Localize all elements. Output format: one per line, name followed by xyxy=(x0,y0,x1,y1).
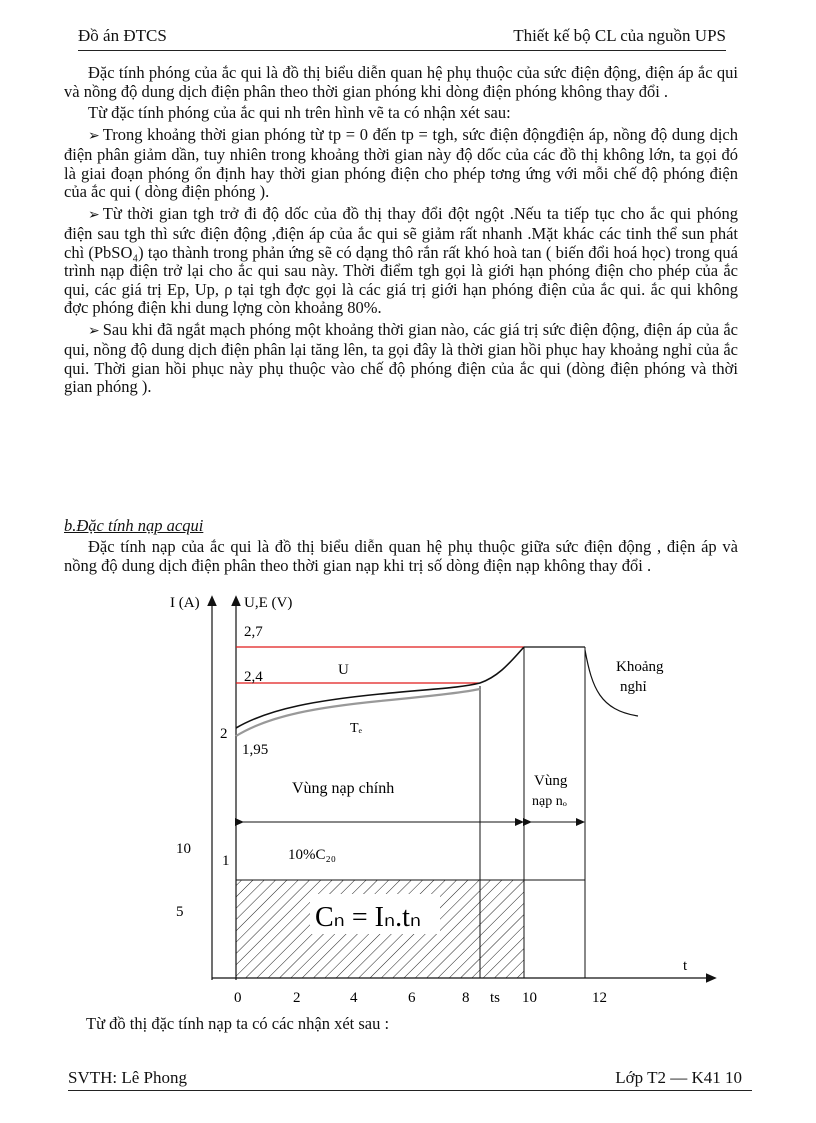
x-tick: ts xyxy=(490,990,501,1006)
y-tick-voltage: 2,7 xyxy=(244,624,263,640)
header-right: Thiết kế bộ CL của nguồn UPS xyxy=(513,26,726,45)
x-tick: 10 xyxy=(522,990,537,1006)
x-tick: 4 xyxy=(350,990,358,1006)
page-header xyxy=(78,24,726,51)
x-tick: 0 xyxy=(234,990,242,1006)
region-label-rest-1: Khoảng xyxy=(616,659,664,675)
paragraph-3 xyxy=(64,126,738,202)
y-tick-voltage: 1,95 xyxy=(242,742,269,758)
discharge-text xyxy=(64,64,738,400)
x-tick: 6 xyxy=(408,990,416,1006)
region-label-secondary-2: nạp nₒ xyxy=(532,794,567,809)
paragraph-2: Từ đặc tính phóng của ắc qui nh trên hình vẽ ta có nhận xét sau: xyxy=(88,103,511,122)
section-b-text-block xyxy=(64,538,738,578)
ylabel-left: I (A) xyxy=(170,595,200,611)
page-footer xyxy=(68,1066,752,1091)
current-label: 10%C₂₀ xyxy=(288,847,336,863)
x-tick: 8 xyxy=(462,990,470,1006)
x-tick: 12 xyxy=(592,990,607,1006)
after-chart-text: Từ đồ thị đặc tính nạp ta có các nhận xét sau : xyxy=(86,1014,390,1033)
curve-label-Te: Tₑ xyxy=(350,721,363,736)
paragraph-3-text: Trong khoảng thời gian phóng từ tp = 0 đến tp = tgh, sức điện độngđiện áp, nồng độ dung dịch điện phân giảm dần, tuy nhiên trong khoảng thời gian này độ dốc của các đồ thị không lớn, ta gọi đó là giai đoạn phóng ổn định hay thời gian phóng điện cho phép tơng ứng với mỗi chế độ phóng điện của ắc qui ( dòng điện phóng ). xyxy=(64,124,738,201)
y-tick-voltage: 2,4 xyxy=(244,669,263,685)
paragraph-4 xyxy=(64,205,738,318)
header-left: Đồ án ĐTCS xyxy=(78,26,167,45)
footer-left: SVTH: Lê Phong xyxy=(68,1068,187,1087)
region-label-rest-2: nghỉ xyxy=(620,679,647,695)
ylabel-right: U,E (V) xyxy=(244,595,293,611)
series-U-curve xyxy=(236,647,524,728)
paragraph-1: Đặc tính phóng của ắc qui là đồ thị biểu diễn quan hệ phụ thuộc của sức điện động, điện áp ắc qui và nồng độ dung dịch điện phân theo thời gian phóng khi dòng điện phóng không thay đổi . xyxy=(64,63,738,101)
section-b-text: Đặc tính nạp của ắc qui là đồ thị biểu diễn quan hệ phụ thuộc giữa sức điện động , điện áp và nồng độ dung dịch điện phân theo thời gian nạp khi trị số dòng điện nạp không thay đổi . xyxy=(64,537,738,575)
y-tick-current: 10 xyxy=(176,841,191,857)
capacity-formula: Cₙ = Iₙ.tₙ xyxy=(315,902,422,933)
paragraph-4-text: Từ thời gian tgh trở đi độ dốc của đồ thị thay đổi đột ngột .Nếu ta tiếp tục cho ắc qui phóng điện sau tgh thì sức điện động ,điện áp của ắc qui sẽ giảm rất nhanh .Mặt khác các tinh thể sun phát chì (PbSO₄) tạo thành trong phản ứng sẽ có dạng thô rắn rất khó hoà tan ( biến đổi hoá học) trong quá trình nạp điện trở lại cho ắc qui sau này. Thời điểm tgh gọi là giới hạn phóng điện cho phép của ắc qui, các giá trị Ep, Up, ρ tại tgh đợc gọi là các giá trị giới hạn phóng điện của ắc qui. ắc qui không đợc phóng điện khi dung lợng còn khoảng 80%. xyxy=(64,203,738,317)
y-tick-voltage: 1 xyxy=(222,853,230,869)
region-label-secondary-1: Vùng xyxy=(534,773,568,789)
xlabel: t xyxy=(683,958,688,974)
curve-label-U: U xyxy=(338,662,349,678)
arrow-bullet-icon: ➢ xyxy=(88,207,100,223)
paragraph-5 xyxy=(64,321,738,397)
footer-right: Lớp T2 — K41 10 xyxy=(615,1068,742,1087)
section-b-title: b.Đặc tính nạp acqui xyxy=(64,516,204,535)
arrow-bullet-icon: ➢ xyxy=(88,128,100,144)
paragraph-5-text: Sau khi đã ngắt mạch phóng một khoảng thời gian nào, các giá trị sức điện động, điện áp của ắc qui, nồng độ dung dịch điện phân lại tăng lên, ta gọi đây là thời gian hồi phục hay khoảng nghỉ của ắc qui. Thời gian hồi phục này phụ thuộc vào chế độ phóng điện của ắc qui (dòng điện phóng và thời gian phóng ). xyxy=(64,319,738,396)
x-tick: 2 xyxy=(293,990,301,1006)
arrow-bullet-icon: ➢ xyxy=(88,323,100,339)
y-tick-current: 5 xyxy=(176,904,184,920)
y-tick-voltage: 2 xyxy=(220,726,228,742)
region-label-main: Vùng nạp chính xyxy=(292,780,395,797)
charge-characteristic-chart xyxy=(160,588,720,1008)
